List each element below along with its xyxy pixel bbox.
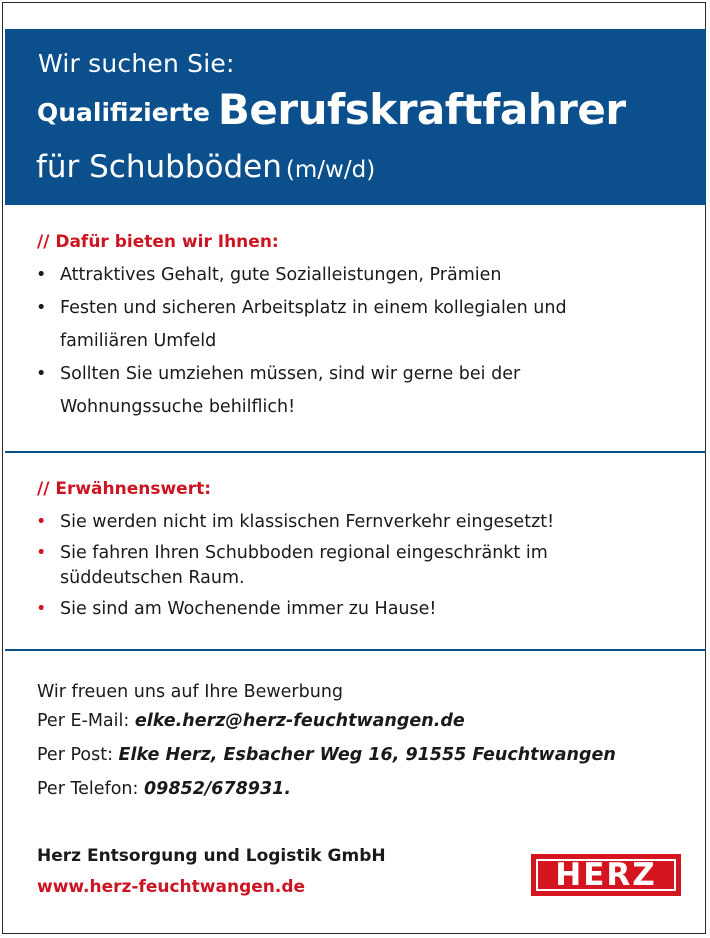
noteworthy-item-3: Sie sind am Wochenende immer zu Hause!: [60, 599, 437, 619]
list-item: [36, 541, 636, 591]
header-intro: Wir suchen Sie:: [38, 49, 235, 78]
list-item: [36, 597, 636, 622]
contact-post-line: [37, 745, 616, 765]
list-item: [36, 510, 636, 535]
bullet-icon: •: [36, 364, 47, 384]
offer-section-title: // Dafür bieten wir Ihnen:: [37, 232, 279, 252]
postal-address: Elke Herz, Esbacher Weg 16, 91555 Feuchtwangen: [118, 745, 616, 765]
bullet-icon: •: [36, 512, 47, 532]
phone-label: Per Telefon:: [37, 779, 139, 799]
offer-list: [36, 259, 636, 424]
list-item: [36, 259, 636, 292]
noteworthy-list: [36, 510, 636, 628]
contact-phone-line: [37, 779, 291, 799]
header-banner: [5, 29, 706, 205]
bullet-icon: •: [36, 265, 47, 285]
bullet-icon: •: [36, 543, 47, 563]
section-divider: [5, 649, 706, 651]
noteworthy-item-2: Sie fahren Ihren Schubboden regional eingeschränkt im süddeutschen Raum.: [60, 543, 548, 588]
job-subtitle: [36, 149, 375, 185]
job-title-qualifier: Qualifizierte: [37, 98, 210, 127]
offer-item-1: Attraktives Gehalt, gute Sozialleistungen, Prämien: [60, 265, 502, 285]
logo-text: HERZ: [555, 857, 657, 893]
post-label: Per Post:: [37, 745, 113, 765]
logo-border: [536, 859, 676, 891]
herz-logo: [531, 854, 681, 896]
email-label: Per E-Mail:: [37, 711, 130, 731]
bullet-icon: •: [36, 298, 47, 318]
contact-intro: Wir freuen uns auf Ihre Bewerbung: [37, 682, 344, 702]
job-subtitle-text: für Schubböden: [36, 149, 282, 185]
bullet-icon: •: [36, 599, 47, 619]
offer-item-3: Sollten Sie umziehen müssen, sind wir gerne bei der Wohnungssuche behilflich!: [60, 364, 521, 417]
website-link[interactable]: www.herz-feuchtwangen.de: [37, 877, 306, 897]
job-title: [37, 85, 626, 134]
list-item: [36, 358, 636, 424]
list-item: [36, 292, 636, 358]
section-divider: [5, 451, 706, 453]
company-name: Herz Entsorgung und Logistik GmbH: [37, 846, 386, 866]
noteworthy-item-1: Sie werden nicht im klassischen Fernverkehr eingesetzt!: [60, 512, 555, 532]
contact-email-line: [37, 711, 465, 731]
gender-suffix: (m/w/d): [285, 157, 376, 183]
offer-item-2: Festen und sicheren Arbeitsplatz in einem kollegialen und familiären Umfeld: [60, 298, 567, 351]
job-title-main: Berufskraftfahrer: [217, 85, 626, 134]
noteworthy-section-title: // Erwähnenswert:: [37, 479, 212, 499]
email-link[interactable]: elke.herz@herz-feuchtwangen.de: [134, 711, 465, 731]
phone-number[interactable]: 09852/678931.: [144, 779, 291, 799]
